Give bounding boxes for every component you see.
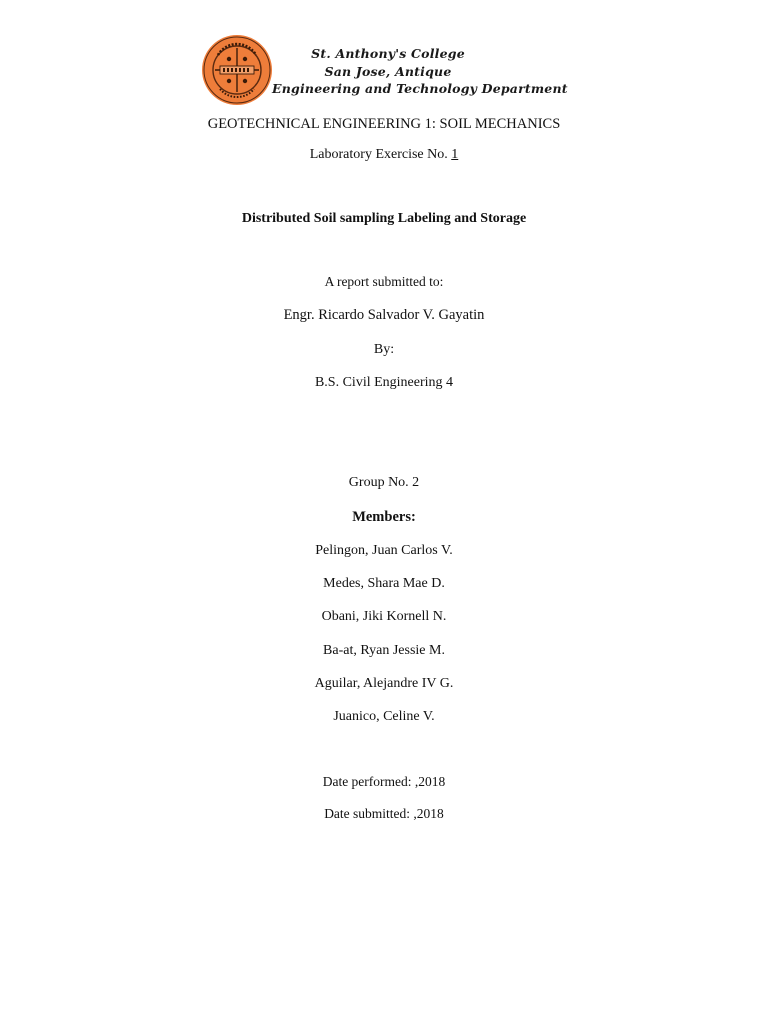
member-item: Obani, Jiki Kornell N.	[321, 609, 447, 624]
date-performed: Date performed: ,2018	[322, 774, 446, 789]
exercise-number: 1	[451, 147, 459, 162]
member-item: Medes, Shara Mae D.	[323, 576, 445, 591]
member-item: Aguilar, Alejandre IV G.	[314, 676, 454, 691]
member-item: Pelingon, Juan Carlos V.	[315, 543, 453, 558]
program-name: B.S. Civil Engineering 4	[314, 375, 454, 390]
department-name: Engineering and Technology Department	[272, 81, 568, 96]
member-item: Juanico, Celine V.	[333, 709, 435, 724]
member-item: Ba-at, Ryan Jessie M.	[323, 643, 445, 658]
instructor-name: Engr. Ricardo Salvador V. Gayatin	[283, 307, 485, 323]
exercise-line	[0, 146, 768, 164]
date-submitted: Date submitted: ,2018	[324, 806, 444, 821]
by-label: By:	[373, 342, 395, 357]
exercise-label: Laboratory Exercise No.	[309, 147, 448, 162]
college-name: St. Anthony's College	[311, 46, 465, 61]
college-seal-icon	[202, 35, 272, 105]
submitted-to-label: A report submitted to:	[324, 274, 444, 289]
report-title: Distributed Soil sampling Labeling and Storage	[241, 211, 527, 226]
college-header	[272, 45, 568, 98]
group-number: Group No. 2	[348, 475, 420, 490]
course-title: GEOTECHNICAL ENGINEERING 1: SOIL MECHANICS	[207, 116, 561, 132]
members-heading: Members:	[352, 509, 416, 525]
college-location: San Jose, Antique	[324, 63, 452, 79]
